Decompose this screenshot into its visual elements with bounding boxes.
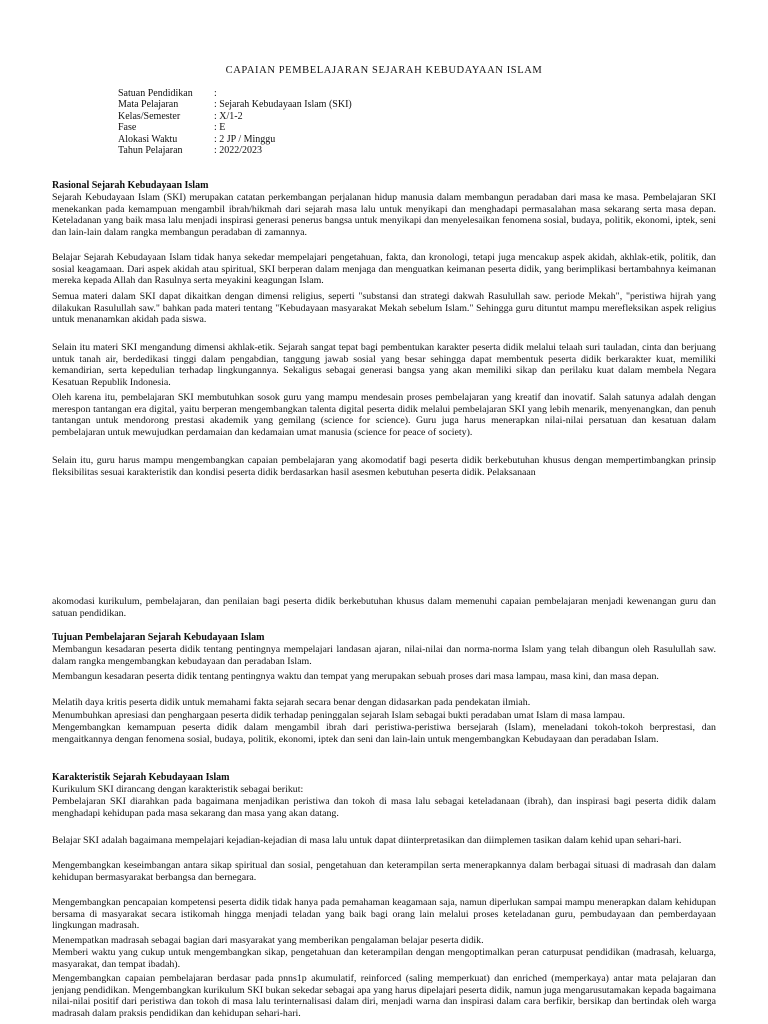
karakteristik-heading: Karakteristik Sejarah Kebudayaan Islam [52,772,230,783]
tujuan-heading: Tujuan Pembelajaran Sejarah Kebudayaan Islam [52,632,265,643]
karakteristik-item: Mengembangkan keseimbangan antara sikap spiritual dan sosial, pengetahuan dan keterampilan serta menerapkannya dalam berbagai situasi di madrasah dan dalam kehidupan bermasyarakat berbangsa dan bernegara. [52,860,716,883]
rasional-paragraph-4: Selain itu materi SKI mengandung dimensi akhlak-etik. Sejarah sangat tepat bagi pembentukan karakter peserta didik melalui telaah suri tauladan, cinta dan berjuang untuk tanah air, berdedikasi tinggi dalam pengabdian, tanggung jawab sosial yang besar sehingga dapat membentuk peserta didik berkarakter kuat, memiliki kemandirian, serta kepedulian terhadap lingkungannya. Sekaligus sebagai generasi bangsa yang akan memiliki sikap dan perilaku kuat dalam membela Negara Kesatuan Republik Indonesia. [52,342,716,388]
document-title: CAPAIAN PEMBELAJARAN SEJARAH KEBUDAYAAN ISLAM [225,65,543,76]
rasional-paragraph-2: Belajar Sejarah Kebudayaan Islam tidak hanya sekedar mempelajari pengetahuan, fakta, dan kronologi, tetapi juga mencakup aspek akidah, akhlak-etik, politik, dan sosial keagamaan. Dari aspek akidah atau spiritual, SKI berperan dalam menjaga dan menguatkan keimanan peserta didik, yang berimplikasi bertambahnya keimanan mereka kepada Allah dan Rasulnya serta meyakini keagungan Islam. [52,252,716,287]
identity-value: : 2 JP / Minggu [214,133,276,145]
rasional-paragraph-6: Selain itu, guru harus mampu mengembangkan capaian pembelajaran yang akomodatif bagi peserta didik berkebutuhan khusus dengan mempertimbangkan prinsip fleksibilitas sesuai karakteristik dan kondisi peserta didik berdasarkan hasil asesmen kebutuhan peserta didik. Pelaksanaan [52,455,716,478]
tujuan-item: Membangun kesadaran peserta didik tentang pentingnya waktu dan tempat yang merupakan sebuah proses dari masa lampau, masa kini, dan masa depan. [52,671,659,682]
identity-value: : Sejarah Kebudayaan Islam (SKI) [214,99,352,111]
karakteristik-item: Mengembangkan capaian pembelajaran berdasar pada pnns1p akumulatif, reinforced (saling memperkuat) dan enriched (memperkaya) antar mata pelajaran dan jenjang pendidikan. Mengembangkan kurikulum SKI bukan sekedar sebagai apa yang harus dipelajari peserta didik, namun juga mengarusutamakan kepada bagaimana nilai-nilai positif dari peristiwa dan tokoh di masa lalu terinternalisasi dalam diri, menjadi warna dan inspirasi dalam cara berfikir, bersikap dan bertindak oleh warga madrasah dalam praksis pendidikan dan kehidupan sehari-hari. [52,973,716,1019]
rasional-heading: Rasional Sejarah Kebudayaan Islam [52,180,209,191]
karakteristik-item: Belajar SKI adalah bagaimana mempelajari kejadian-kejadian di masa lalu untuk dapat diinterpretasikan dan diimplemen tasikan dalam kehid upan sehari-hari. [52,835,682,846]
identity-row [118,145,352,156]
rasional-paragraph-5: Oleh karena itu, pembelajaran SKI membutuhkan sosok guru yang mampu mendesain proses pembelajaran yang kreatif dan inovatif. Salah satunya adalah dengan merespon tantangan era digital, yaitu berperan mengembangkan talenta digital peserta didik melalui pembelajaran SKI yang lebih menarik, menyenangkan, dan penuh tantangan untuk mendorong prestasi akademik yang gemilang (science for science). Guru juga harus menerapkan nilai-nilai persatuan dan kesatuan dalam pembelajaran untuk mewujudkan perdamaian dan kedamaian umat manusia (science for peace of society). [52,392,716,438]
identity-label: Satuan Pendidikan [118,88,193,99]
identity-row [118,134,352,145]
rasional-paragraph-7: akomodasi kurikulum, pembelajaran, dan penilaian bagi peserta didik berkebutuhan khusus dalam memenuhi capaian pembelajaran menjadi kewenangan guru dan satuan pendidikan. [52,596,716,619]
karakteristik-item: Menempatkan madrasah sebagai bagian dari masyarakat yang memberikan pengalaman belajar peserta didik. [52,935,484,946]
identity-label: Alokasi Waktu [118,133,178,145]
identity-label: Fase [118,122,137,134]
karakteristik-item: Pembelajaran SKI diarahkan pada bagaimana menjadikan peristiwa dan tokoh di masa lalu sebagai keteladanaan (ibrah), dan inspirasi bagi peserta didik dalam menghadapi kehidupan pada masa sekarang dan masa yang akan datang. [52,796,716,819]
identity-row [118,99,352,110]
identity-row [118,111,352,122]
identity-table [118,88,352,156]
identity-value: : [214,88,217,99]
identity-label: Mata Pelajaran [118,99,179,111]
identity-label: Kelas/Semester [118,110,181,122]
identity-label: Tahun Pelajaran [118,144,183,156]
identity-row [118,122,352,133]
tujuan-item: Membangun kesadaran peserta didik tentang pentingnya mempelajari landasan ajaran, nilai-nilai dan norma-norma Islam yang telah dibangun oleh Rasulullah saw. dalam rangka mengembangkan kebudayaan dan peradaban Islam. [52,644,716,667]
rasional-paragraph-3: Semua materi dalam SKI dapat dikaitkan dengan dimensi religius, seperti "substansi dan strategi dakwah Rasulullah saw. periode Mekah", "peristiwa hijrah yang dilakukan Rasulullah saw." bahkan pada materi tentang "Kebudayaan masyarakat Mekah sebelum Islam." Sehingga guru dituntut mampu merefleksikan aspek religius untuk menanamkan akidah pada siswa. [52,291,716,326]
karakteristik-item: Mengembangkan pencapaian kompetensi peserta didik tidak hanya pada pemahaman keagamaan saja, namun diperlukan sampai mampu menerapkan dalam kehidupan bersama di masyarakat secara istikomah hingga menjadi teladan yang baik bagi orang lain melalui proses keteladanan guru, pembudayaan dan pemberdayaan lingkungan madrasah. [52,897,716,932]
tujuan-item: Melatih daya kritis peserta didik untuk memahami fakta sejarah secara benar dengan didasarkan pada pendekatan ilmiah. [52,697,531,708]
tujuan-item: Mengembangkan kemampuan peserta didik dalam mengambil ibrah dari peristiwa-peristiwa bersejarah (Islam), meneladani tokoh-tokoh berprestasi, dan mengaitkannya dengan fenomena sosial, budaya, politik, ekonomi, iptek dan seni dan lain-lain untuk mengembangkan Kebudayaan dan peradaban Islam. [52,722,716,745]
karakteristik-intro: Kurikulum SKI dirancang dengan karakteristik sebagai berikut: [52,784,304,795]
rasional-paragraph-1: Sejarah Kebudayaan Islam (SKI) merupakan catatan perkembangan perjalanan hidup manusia dalam membangun peradaban dari masa ke masa. Pembelajaran SKI menekankan pada kemampuan mengambil ibrah/hikmah dari sejarah masa lalu untuk menyikapi dan menghadapi permasalahan masa sekarang serta masa depan. Keteladanan yang baik masa lalu menjadi inspirasi generasi penerus bangsa untuk menyikapi dan menyelesaikan fenomena sosial, budaya, politik, ekonomi, iptek, seni dan lain-lain dalam rangka membangun peradaban di zamannya. [52,192,716,238]
identity-value: : 2022/2023 [214,144,263,156]
identity-value: : E [214,122,226,134]
tujuan-item: Menumbuhkan apresiasi dan penghargaan peserta didik terhadap peninggalan sejarah Islam sebagai bukti peradaban umat Islam di masa lampau. [52,710,625,721]
karakteristik-item: Memberi waktu yang cukup untuk mengembangkan sikap, pengetahuan dan keterampilan dengan mengoptimalkan peran caturpusat pendidikan (madrasah, keluarga, masyarakat, dan tempat ibadah). [52,947,716,970]
identity-value: : X/1-2 [214,110,243,122]
identity-row [118,88,352,99]
